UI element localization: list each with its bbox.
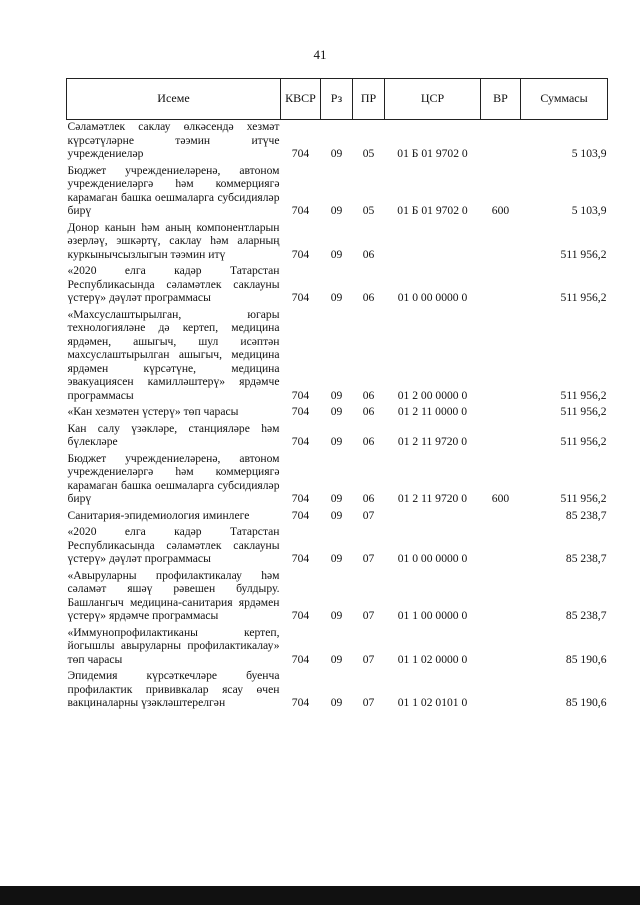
header-csr: ЦСР [385,79,481,120]
table-row [67,405,608,422]
row-csr [385,509,481,526]
table-row [67,626,608,670]
row-pr: 07 [362,508,375,522]
row-csr: 01 2 11 9720 0 [397,435,468,448]
row-vr [481,422,521,452]
row-sum: 85 190,6 [565,696,607,709]
row-kvsr: 704 [291,388,310,402]
row-csr [385,221,481,265]
row-pr: 06 [362,435,375,448]
row-name: «Махсуслаштырылган, югары технологияләне дә кертеп, медицина ярдәмен, ашыгыч, шул исәптән махсуслаштырылган ашыгыч, медицина ярдәмен күрсәтүне, медицина эвакуациясен камилләштерү» ярдәмче программасы [67,307,280,402]
row-sum: 511 956,2 [560,247,607,261]
table-row [67,525,608,569]
row-csr: 01 2 00 0000 0 [397,388,468,402]
row-pr: 07 [362,652,375,666]
row-csr: 01 1 00 0000 0 [397,609,468,622]
row-pr: 06 [362,291,375,304]
table-row [67,669,608,713]
row-kvsr: 704 [291,552,310,565]
row-vr [481,669,521,713]
row-vr [481,264,521,308]
row-rz: 09 [330,492,343,505]
row-sum: 511 956,2 [560,405,607,418]
row-rz: 09 [330,435,343,448]
row-name: Санитария-эпидемиология иминлеге [67,508,250,522]
row-pr: 06 [362,492,375,505]
row-pr: 07 [362,696,375,709]
row-vr: 600 [491,204,510,217]
row-sum: 511 956,2 [560,388,607,402]
table-row [67,422,608,452]
row-name: «Иммунопрофилактиканы кертеп, йогышлы авыруларны профилактикалау» төп чарасы [67,625,280,666]
scan-bottom-border [0,886,640,905]
row-vr: 600 [491,492,510,505]
row-vr [481,120,521,164]
row-sum: 5 103,9 [571,147,607,160]
header-name: Исеме [67,79,281,120]
table-row [67,452,608,509]
row-rz: 09 [330,609,343,622]
row-vr [481,569,521,626]
table-row [67,221,608,265]
row-csr: 01 1 02 0000 0 [397,652,468,666]
row-rz: 09 [330,405,343,418]
row-kvsr: 704 [291,291,310,304]
row-name: «Кан хезмәтен үстерү» төп чарасы [67,405,239,418]
row-rz: 09 [330,247,343,261]
row-kvsr: 704 [291,147,310,160]
row-sum: 511 956,2 [560,435,607,448]
row-rz: 09 [330,696,343,709]
row-pr: 06 [362,388,375,402]
row-vr [481,626,521,670]
row-sum: 85 238,7 [565,552,607,565]
row-sum: 85 190,6 [565,652,607,666]
row-pr: 06 [362,247,375,261]
row-rz: 09 [330,388,343,402]
row-name: «Авыруларны профилактикалау һәм сәламәт яшәү рәвешен булдыру. Башлангыч медицина-санитария ярдәмен үстерү» ярдәмче программасы [67,568,280,622]
row-vr [481,525,521,569]
budget-table [66,78,608,713]
header-pr: ПР [353,79,385,120]
row-name: Эпидемия күрсәткечләре буенча профилактик прививкалар ясау өчен вакциналарны үзәкләштерелгән [67,669,280,709]
row-vr [481,308,521,406]
row-kvsr: 704 [291,247,310,261]
table-row [67,569,608,626]
row-kvsr: 704 [291,696,310,709]
row-rz: 09 [330,147,343,160]
row-name: Бюджет учреждениеләренә, автоном учреждениеләргә һәм коммерциягә карамаган башка оешмаларга субсидияләр бирү [67,451,280,505]
row-sum: 511 956,2 [560,291,607,304]
row-pr: 06 [362,405,375,418]
row-kvsr: 704 [291,435,310,448]
header-rz: Рз [321,79,353,120]
table-row [67,164,608,221]
row-csr: 01 Б 01 9702 0 [397,204,468,217]
row-csr: 01 2 11 0000 0 [397,405,468,418]
row-sum: 85 238,7 [565,609,607,622]
row-csr: 01 0 00 0000 0 [397,291,468,304]
row-rz: 09 [330,204,343,217]
table-row [67,264,608,308]
table-row [67,120,608,164]
row-csr: 01 0 00 0000 0 [397,552,468,565]
row-sum: 5 103,9 [571,204,607,217]
row-name: Бюджет учреждениеләренә, автоном учреждениеләргә һәм коммерциягә карамаган башка оешмаларга субсидияләр бирү [67,163,280,217]
row-pr: 07 [362,552,375,565]
row-csr: 01 2 11 9720 0 [397,492,468,505]
header-kvsr: КВСР [281,79,321,120]
page-number: 41 [313,47,327,62]
table-row [67,308,608,406]
row-name: Донор канын һәм аның компонентларын әзерләү, эшкәртү, саклау һәм аларның куркынычсызлыгын тәэмин итү [67,220,280,261]
row-name: «2020 елга кадәр Татарстан Республикасында сәламәтлек саклауны үстерү» дәүләт программасы [67,264,280,304]
row-vr [481,405,521,422]
row-vr [481,509,521,526]
row-kvsr: 704 [291,652,310,666]
row-rz: 09 [330,508,343,522]
row-rz: 09 [330,652,343,666]
row-kvsr: 704 [291,508,310,522]
row-csr: 01 Б 01 9702 0 [397,147,468,160]
table-header-row [67,79,608,120]
row-csr: 01 1 02 0101 0 [397,696,468,709]
row-rz: 09 [330,552,343,565]
row-kvsr: 704 [291,405,310,418]
row-sum: 85 238,7 [565,508,607,522]
row-kvsr: 704 [291,492,310,505]
row-name: Сәламәтлек саклау өлкәсендә хезмәт күрсәтүләрне тәэмин итүче учреждениеләр [67,120,280,160]
table-row [67,509,608,526]
row-name: Кан салу үзәкләре, станцияләре һәм бүлекләре [67,421,280,448]
header-vr: ВР [481,79,521,120]
row-sum: 511 956,2 [560,492,607,505]
row-pr: 05 [362,147,375,160]
row-pr: 07 [362,609,375,622]
row-kvsr: 704 [291,609,310,622]
row-name: «2020 елга кадәр Татарстан Республикасында сәламәтлек саклауны үстерү» дәүләт программасы [67,525,280,565]
row-rz: 09 [330,291,343,304]
row-vr [481,221,521,265]
row-pr: 05 [362,204,375,217]
row-kvsr: 704 [291,204,310,217]
header-sum: Суммасы [521,79,608,120]
